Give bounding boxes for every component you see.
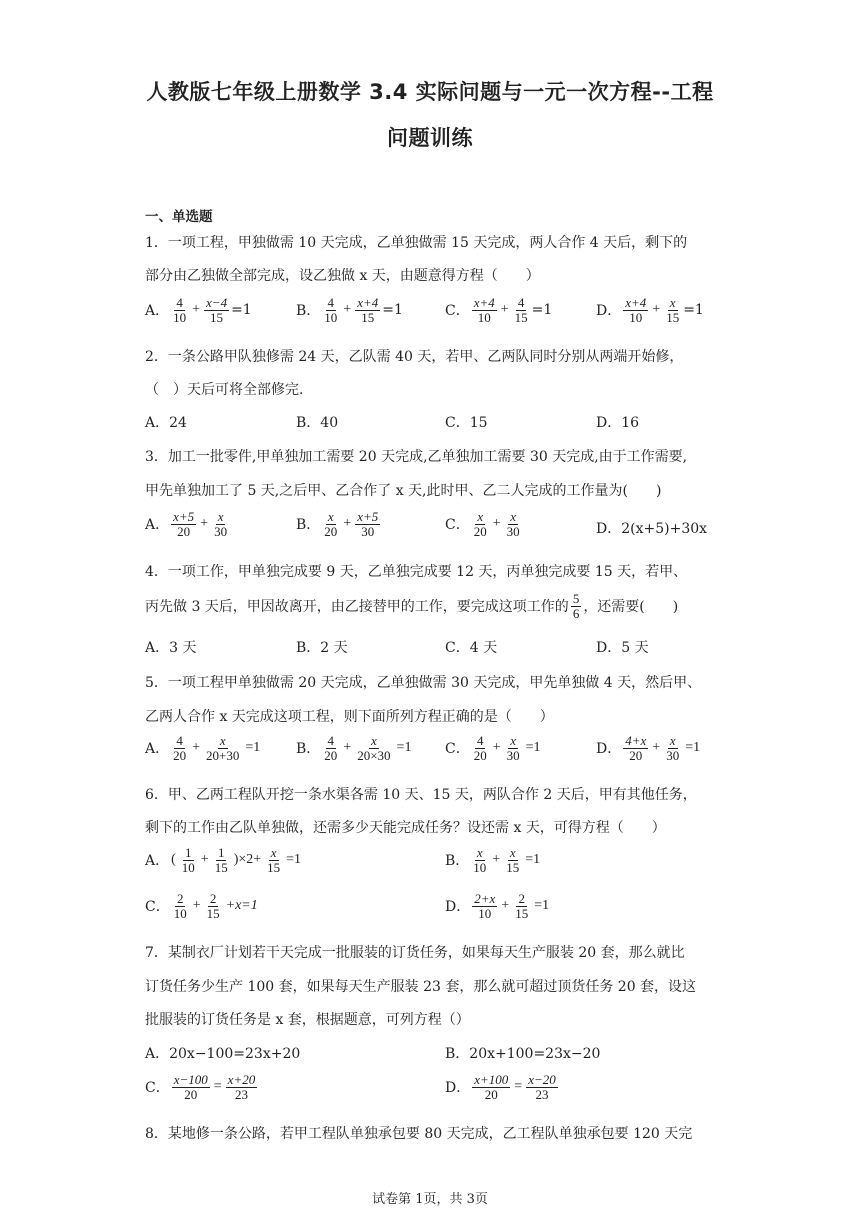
option-label: A． [145, 741, 170, 758]
fraction [355, 296, 380, 324]
numerator: 4 [327, 295, 335, 310]
operator: + [343, 302, 352, 318]
fraction [204, 734, 241, 762]
numerator: x [669, 733, 676, 748]
denominator: 15 [214, 859, 228, 875]
denominator: 20×30 [357, 747, 391, 763]
numerator: x+5 [357, 509, 379, 524]
question-4-line2 [145, 592, 678, 620]
denominator: 10 [629, 309, 643, 325]
denominator: 10 [181, 859, 195, 875]
q5-option-c[interactable] [445, 734, 543, 762]
denominator: 10 [473, 859, 487, 875]
option-label: C． [445, 303, 470, 320]
numerator: 1 [185, 845, 192, 860]
numerator: 4 [176, 295, 183, 310]
option-label: B． [296, 517, 321, 534]
operator: = [213, 1079, 222, 1095]
question-5-line1: 5．一项工程甲单独做需 20 天完成，乙单独做需 30 天完成，甲先单独做 4 天，然后甲、 [145, 675, 702, 691]
fraction [526, 1073, 558, 1101]
denominator: 15 [666, 309, 680, 325]
fraction [504, 846, 521, 874]
numerator: x [510, 733, 517, 748]
denominator: 30 [214, 523, 228, 539]
q2-option-d[interactable]: D．16 [596, 415, 640, 431]
q3-option-a[interactable] [145, 510, 231, 538]
q2-option-c[interactable]: C．15 [445, 415, 488, 431]
question-7-line3: 批服装的订货任务是 x 套，根据题意，可列方程（） [145, 1012, 470, 1028]
denominator: 20 [484, 1086, 498, 1102]
q1-option-d[interactable] [596, 296, 704, 324]
fraction [213, 846, 230, 874]
option-label: A． [145, 853, 170, 870]
fraction [505, 734, 522, 762]
question-1-line2: 部分由乙独做全部完成，设乙独做 x 天，由题意得方程（ ） [145, 268, 540, 284]
rhs: =1 [231, 302, 252, 319]
denominator: 15 [361, 309, 375, 325]
fraction [212, 510, 229, 538]
q3-option-b[interactable] [296, 510, 382, 538]
fraction [322, 734, 339, 762]
rhs: =1 [531, 302, 553, 319]
fraction [623, 296, 648, 324]
denominator: 23 [535, 1086, 549, 1102]
denominator: 30 [506, 523, 520, 539]
denominator: 23 [234, 1086, 248, 1102]
q7-option-a[interactable]: A．20x−100=23x+20 [145, 1046, 301, 1062]
fraction [472, 510, 489, 538]
operator: + [492, 740, 501, 756]
numerator: 4 [176, 733, 183, 748]
q1-option-b[interactable] [296, 296, 403, 324]
question-2-line2: （ ）天后可将全部修完. [145, 382, 304, 398]
option-label: D． [596, 741, 622, 758]
denominator: 30 [506, 747, 520, 763]
denominator: 10 [324, 309, 338, 325]
section-heading: 一、单选题 [145, 209, 213, 225]
operator: = [514, 1079, 523, 1095]
option-label: B． [296, 741, 321, 758]
q1-option-c[interactable] [445, 296, 552, 324]
operator: + [343, 516, 352, 532]
question-1-line1: 1．一项工程，甲独做需 10 天完成，乙单独做需 15 天完成，两人合作 4 天后，剩下的 [145, 235, 688, 251]
q4-option-d[interactable]: D．5 天 [596, 640, 649, 656]
rhs: =1 [245, 740, 261, 756]
operator: + [200, 516, 209, 532]
question-3-line1: 3．加工一批零件,甲单独加工需要 20 天完成,乙单独加工需要 30 天完成,由于工作需要, [145, 449, 688, 465]
fraction [664, 296, 681, 324]
denominator: 30 [666, 747, 680, 763]
option-label: D． [596, 303, 622, 320]
rhs: =1 [525, 852, 541, 868]
numerator: x−20 [528, 1072, 556, 1087]
numerator: 2 [518, 891, 525, 906]
numerator: 4 [476, 733, 484, 748]
numerator: x [669, 295, 676, 310]
page-title-line1: 人教版七年级上册数学 3.4 实际问题与一元一次方程--工程 [146, 80, 714, 104]
question-7-line2: 订货任务少生产 100 套，如果每天生产服装 23 套，那么就可超过顶货任务 20 套，设这 [145, 979, 697, 995]
fraction [571, 592, 582, 620]
q6-option-d[interactable] [445, 892, 551, 920]
fraction [355, 734, 392, 762]
denominator: 20 [473, 747, 487, 763]
denominator: 10 [478, 905, 492, 921]
q3-option-d[interactable]: D．2(x+5)+30x [596, 521, 708, 537]
fraction [472, 892, 497, 920]
q5-option-a[interactable] [145, 734, 262, 762]
option-label: C． [145, 899, 170, 916]
operator: + [343, 740, 352, 756]
option-label: B． [445, 853, 470, 870]
fraction [171, 510, 196, 538]
question-6-line2: 剩下的工作由乙队单独做，还需多少天能完成任务？设还需 x 天，可得方程（ ） [145, 820, 666, 836]
option-label: A． [145, 303, 170, 320]
fraction [513, 296, 530, 324]
option-label: B． [296, 303, 321, 320]
fraction [265, 846, 282, 874]
denominator: 10 [173, 309, 187, 325]
numerator: x+4 [473, 295, 495, 310]
rhs: =1 [534, 898, 550, 914]
operator: + [492, 516, 501, 532]
q3-option-c[interactable] [445, 510, 524, 538]
fraction [172, 1073, 210, 1101]
page-title-line2: 问题训练 [387, 126, 473, 150]
q7-option-c[interactable] [145, 1073, 259, 1101]
denominator: 10 [477, 309, 491, 325]
fraction [171, 734, 188, 762]
option-label: A． [145, 517, 170, 534]
option-label: C． [445, 517, 470, 534]
denominator: 6 [572, 605, 580, 621]
numerator: 4+x [625, 733, 647, 748]
denominator: 20 [473, 523, 487, 539]
q5-option-b[interactable] [296, 734, 413, 762]
denominator: 20 [184, 1086, 198, 1102]
denominator: 20+30 [206, 747, 240, 763]
fraction [205, 892, 222, 920]
open-paren: ( [171, 852, 176, 868]
rhs: =1 [683, 302, 704, 319]
rhs: +x=1 [225, 898, 258, 914]
operator: + [652, 302, 661, 318]
denominator: 20 [324, 747, 338, 763]
q2-option-b[interactable]: B．40 [296, 415, 339, 431]
fraction [355, 510, 380, 538]
page-footer: 试卷第 1页，共 3页 [372, 1192, 488, 1207]
denominator: 10 [173, 905, 187, 921]
denominator: 15 [506, 859, 520, 875]
denominator: 15 [514, 309, 528, 325]
fraction [180, 846, 197, 874]
numerator: x−4 [206, 295, 228, 310]
fraction [472, 1073, 510, 1101]
fraction [472, 734, 489, 762]
q4-option-c[interactable]: C．4 天 [445, 640, 498, 656]
question-8-line1: 8．某地修一条公路，若甲工程队单独承包要 80 天完成，乙工程队单独承包要 120 天完 [145, 1126, 693, 1142]
fraction [322, 296, 339, 324]
question-4-line1: 4．一项工作，甲单独完成要 9 天，乙单独完成要 12 天，丙单独完成要 15 天，若甲、 [145, 564, 688, 580]
numerator: x+20 [227, 1072, 256, 1087]
rhs: =1 [396, 740, 412, 756]
rhs: =1 [382, 302, 403, 319]
numerator: x−100 [173, 1072, 208, 1087]
numerator: x [510, 509, 517, 524]
numerator: x+5 [173, 509, 195, 524]
fraction [623, 734, 648, 762]
fraction [172, 892, 189, 920]
denominator: 15 [515, 905, 529, 921]
operator: + [192, 898, 201, 914]
rhs: =1 [685, 740, 701, 756]
numerator: x [327, 509, 334, 524]
operator: + [192, 302, 201, 318]
question-3-line2: 甲先单独加工了 5 天,之后甲、乙合作了 x 天,此时甲、乙二人完成的工作量为( ) [145, 483, 662, 499]
option-label: C． [445, 741, 470, 758]
close-paren-times: )×2+ [233, 852, 262, 868]
operator: + [652, 740, 661, 756]
fraction [204, 296, 229, 324]
denominator: 15 [206, 905, 220, 921]
denominator: 30 [361, 523, 375, 539]
q4-line2-text-b: ，还需要( ) [583, 599, 679, 616]
fraction [171, 296, 188, 324]
operator: + [492, 852, 501, 868]
q6-option-a[interactable] [145, 846, 303, 874]
q2-option-a[interactable]: A．24 [145, 415, 187, 431]
numerator: 2 [209, 891, 217, 906]
denominator: 20 [324, 523, 338, 539]
denominator: 20 [177, 523, 191, 539]
operator: + [500, 302, 509, 318]
numerator: x [217, 509, 224, 524]
numerator: x+4 [357, 295, 379, 310]
operator: + [192, 740, 201, 756]
option-label: D． [445, 899, 471, 916]
numerator: x [370, 733, 377, 748]
question-6-line1: 6．甲、乙两工程队开挖一条水渠各需 10 天、15 天，两队合作 2 天后，甲有其他任务， [145, 787, 697, 803]
denominator: 15 [267, 859, 281, 875]
question-5-line2: 乙两人合作 x 天完成这项工程，则下面所列方程正确的是（ ） [145, 709, 554, 725]
numerator: x [477, 509, 484, 524]
q7-option-b[interactable]: B．20x+100=23x−20 [445, 1046, 601, 1062]
q4-option-a[interactable]: A．3 天 [145, 640, 197, 656]
numerator: x [509, 845, 516, 860]
q4-option-b[interactable]: B．2 天 [296, 640, 348, 656]
numerator: 4 [517, 295, 525, 310]
numerator: x+100 [474, 1072, 509, 1087]
q6-option-b[interactable] [445, 846, 542, 874]
operator: + [200, 852, 209, 868]
denominator: 20 [629, 747, 643, 763]
fraction [472, 296, 497, 324]
numerator: 2+x [474, 891, 496, 906]
numerator: x+4 [625, 295, 647, 310]
rhs: =1 [286, 852, 302, 868]
fraction [513, 892, 530, 920]
rhs: =1 [525, 740, 541, 756]
question-7-line1: 7．某制衣厂计划若干天完成一批服装的订货任务，如果每天生产服装 20 套，那么就比 [145, 945, 685, 961]
numerator: x [270, 845, 277, 860]
option-label: C． [145, 1080, 170, 1097]
fraction [226, 1073, 258, 1101]
numerator: 4 [327, 733, 335, 748]
denominator: 20 [173, 747, 187, 763]
numerator: x [219, 733, 226, 748]
q7-option-d[interactable] [445, 1073, 560, 1101]
denominator: 15 [210, 309, 224, 325]
q1-option-a[interactable] [145, 296, 252, 324]
option-label: D． [445, 1080, 471, 1097]
q5-option-d[interactable] [596, 734, 702, 762]
fraction [471, 846, 488, 874]
fraction [322, 510, 339, 538]
numerator: 1 [217, 845, 225, 860]
operator: + [501, 898, 510, 914]
numerator: 5 [572, 591, 580, 606]
q4-line2-text-a: 丙先做 3 天后，甲因故离开，由乙接替甲的工作，要完成这项工作的 [145, 599, 569, 616]
fraction [505, 510, 522, 538]
q6-option-c[interactable] [145, 892, 260, 920]
fraction [664, 734, 681, 762]
question-2-line1: 2．一条公路甲队独修需 24 天，乙队需 40 天，若甲、乙两队同时分别从两端开始修， [145, 349, 684, 365]
numerator: 2 [176, 891, 184, 906]
numerator: x [476, 845, 483, 860]
